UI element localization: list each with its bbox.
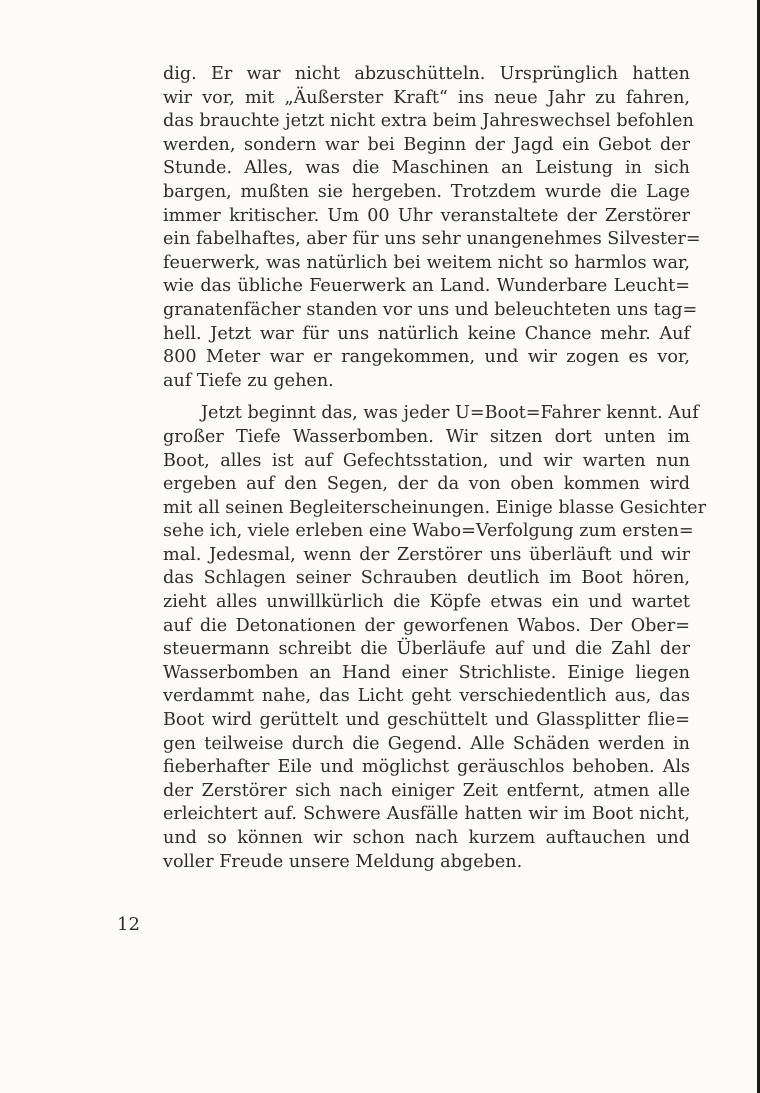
text-line: auf Tiefe zu gehen.	[163, 370, 334, 391]
text-line: Wasserbomben an Hand einer Strichliste. Einige liegen	[163, 662, 690, 683]
text-line: zieht alles unwillkürlich die Köpfe etwas ein und wartet	[163, 592, 690, 613]
text-line: wir vor, mit „Äußerster Kraft“ ins neue Jahr zu fahren,	[163, 87, 690, 108]
text-line: ergeben auf den Segen, der da von oben kommen wird	[163, 474, 690, 495]
text-line: großer Tiefe Wasserbomben. Wir sitzen dort unten im	[163, 426, 690, 447]
page-number: 12	[117, 914, 140, 935]
text-line: auf die Detonationen der geworfenen Wabos. Der Ober=	[163, 615, 690, 636]
text-line: das brauchte jetzt nicht extra beim Jahreswechsel befohlen	[163, 111, 694, 132]
text-line: sehe ich, viele erleben eine Wabo=Verfolgung zum ersten=	[163, 521, 694, 542]
text-line: und so können wir schon nach kurzem auftauchen und	[163, 828, 690, 848]
text-line: ein fabelhaftes, aber für uns sehr unangenehmes Silvester=	[163, 229, 701, 250]
text-line: Boot wird gerüttelt und geschüttelt und Glassplitter flie=	[163, 710, 690, 731]
text-line: das Schlagen seiner Schrauben deutlich im Boot hören,	[163, 568, 690, 589]
text-line: Stunde. Alles, was die Maschinen an Leistung in sich	[163, 158, 690, 179]
text-line: voller Freude unsere Meldung abgeben.	[163, 851, 523, 872]
text-line: bargen, mußten sie hergeben. Trotzdem wurde die Lage	[163, 181, 690, 202]
text-line: verdammt nahe, das Licht geht verschiedentlich aus, das	[163, 686, 690, 707]
text-line: granatenfächer standen vor uns und beleuchteten uns tag=	[163, 299, 698, 320]
text-line: dig. Er war nicht abzuschütteln. Ursprünglich hatten	[163, 64, 690, 84]
text-line: gen teilweise durch die Gegend. Alle Schäden werden in	[163, 733, 690, 754]
text-line: wie das übliche Feuerwerk an Land. Wunderbare Leucht=	[163, 276, 690, 297]
text-line: feuerwerk, was natürlich bei weitem nicht so harmlos war,	[163, 252, 690, 273]
paragraph-gap	[163, 393, 690, 402]
text-line: mal. Jedesmal, wenn der Zerstörer uns überläuft und wir	[163, 544, 690, 565]
text-line: Jetzt beginnt das, was jeder U=Boot=Fahrer kennt. Auf	[201, 403, 699, 424]
text-line: steuermann schreibt die Überläufe auf und die Zahl der	[163, 639, 690, 660]
text-line: werden, sondern war bei Beginn der Jagd ein Gebot der	[163, 134, 690, 155]
text-line: immer kritischer. Um 00 Uhr veranstaltete der Zerstörer	[163, 205, 690, 226]
body-text	[163, 63, 706, 874]
text-line: 800 Meter war er rangekommen, und wir zogen es vor,	[163, 347, 690, 368]
text-line: fieberhafter Eile und möglichst geräuschlos behoben. Als	[163, 757, 690, 778]
text-line: erleichtert auf. Schwere Ausfälle hatten wir im Boot nicht,	[163, 804, 690, 825]
text-line: mit all seinen Begleiterscheinungen. Einige blasse Gesichter	[163, 497, 706, 518]
text-line: hell. Jetzt war für uns natürlich keine Chance mehr. Auf	[163, 323, 690, 344]
text-line: Boot, alles ist auf Gefechtsstation, und wir warten nun	[163, 450, 690, 471]
text-line: der Zerstörer sich nach einiger Zeit entfernt, atmen alle	[163, 780, 690, 801]
